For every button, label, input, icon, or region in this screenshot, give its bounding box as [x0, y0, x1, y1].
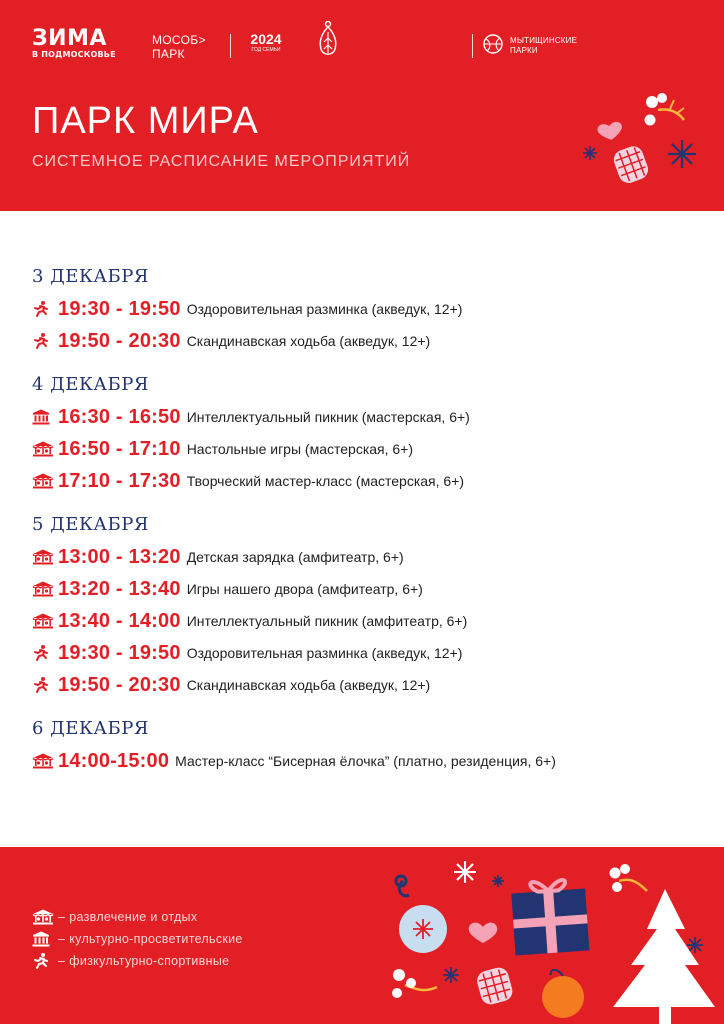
event-description: Скандинавская ходьба (акведук, 12+) — [186, 677, 431, 693]
year-of-family-logo — [240, 31, 292, 54]
day-date-heading: 5 ДЕКАБРЯ — [32, 514, 149, 535]
footer-decoration — [385, 847, 724, 1024]
running-person-icon — [32, 298, 58, 320]
mytishchi-parks-logo — [482, 33, 578, 60]
schedule — [32, 265, 712, 793]
event-description: Оздоровительная разминка (акведук, 12+) — [186, 645, 463, 661]
event-row — [32, 605, 712, 637]
year-of-family-text: ГОД СЕМЬИ — [251, 47, 281, 53]
berry-branch-icon — [610, 864, 648, 892]
running-person-icon — [32, 952, 58, 970]
snowflake-icon — [443, 967, 459, 983]
event-description: Мастер-класс “Бисерная ёлочка” (платно, резиденция, 6+) — [175, 753, 556, 769]
event-description: Настольные игры (мастерская, 6+) — [186, 441, 414, 457]
event-time: 19:30 - 19:50 — [58, 641, 181, 664]
carousel-icon — [32, 438, 58, 460]
legend-dash: – — [58, 910, 66, 924]
event-description: Творческий мастер-класс (мастерская, 6+) — [186, 473, 465, 489]
event-time: 13:00 - 13:20 — [58, 545, 181, 568]
gift-box-icon — [511, 878, 590, 955]
event-row — [32, 433, 712, 465]
museum-columns-icon — [32, 931, 58, 947]
event-description: Детская зарядка (амфитеатр, 6+) — [186, 549, 404, 565]
event-description: Игры нашего двора (амфитеатр, 6+) — [186, 581, 423, 597]
snowflake-icon — [668, 140, 696, 168]
event-time: 19:30 - 19:50 — [58, 297, 181, 320]
schedule-day — [32, 265, 712, 357]
mosoblpark-logo — [152, 33, 206, 61]
heart-icon — [469, 923, 498, 943]
schedule-day — [32, 373, 712, 497]
snowflake-icon — [454, 861, 476, 883]
footer-banner — [0, 847, 724, 1024]
winter-decoration — [580, 90, 720, 200]
mosoblpark-logo-line1: МОСОБ> — [152, 33, 206, 47]
event-time: 19:50 - 20:30 — [58, 673, 181, 696]
carousel-icon — [32, 470, 58, 492]
mitten-icon — [611, 144, 651, 186]
carousel-icon — [32, 578, 58, 600]
christmas-ornament-icon — [316, 20, 340, 60]
christmas-tree-icon — [613, 889, 715, 1024]
event-row — [32, 573, 712, 605]
berry-branch-icon — [645, 93, 685, 126]
year-of-family-year: 2024 — [250, 31, 282, 47]
museum-columns-icon — [32, 406, 58, 428]
day-date-heading: 4 ДЕКАБРЯ — [32, 374, 149, 395]
event-row — [32, 401, 712, 433]
mitten-icon — [475, 965, 515, 1006]
legend-item — [32, 950, 243, 972]
heart-icon — [597, 121, 624, 142]
event-description: Интеллектуальный пикник (мастерская, 6+) — [186, 409, 470, 425]
carousel-icon — [32, 610, 58, 632]
page-title: ПАРК МИРА — [32, 100, 259, 142]
event-description: Интеллектуальный пикник (амфитеатр, 6+) — [186, 613, 468, 629]
day-date-heading: 3 ДЕКАБРЯ — [32, 266, 149, 287]
event-description: Оздоровительная разминка (акведук, 12+) — [186, 301, 463, 317]
event-row — [32, 465, 712, 497]
logo-divider — [472, 34, 473, 58]
snowflake-icon — [492, 875, 504, 887]
event-row — [32, 293, 712, 325]
carousel-icon — [32, 546, 58, 568]
zima-logo — [32, 28, 116, 60]
day-date-heading: 6 ДЕКАБРЯ — [32, 718, 149, 739]
zima-logo-text: ЗИМА — [32, 26, 107, 51]
event-row — [32, 745, 712, 777]
legend-dash: – — [58, 932, 66, 946]
schedule-day — [32, 717, 712, 777]
running-person-icon — [32, 642, 58, 664]
carousel-icon — [32, 750, 58, 772]
event-row — [32, 541, 712, 573]
carousel-icon — [32, 909, 58, 925]
mytishchi-parks-line1: МЫТИЩИНСКИЕ — [510, 36, 578, 45]
page-subtitle: СИСТЕМНОЕ РАСПИСАНИЕ МЕРОПРИЯТИЙ — [32, 153, 411, 170]
legend-label: развлечение и отдых — [69, 910, 198, 924]
mytishchi-parks-line2: ПАРКИ — [510, 46, 538, 55]
event-row — [32, 325, 712, 357]
event-description: Скандинавская ходьба (акведук, 12+) — [186, 333, 431, 349]
event-time: 13:20 - 13:40 — [58, 577, 181, 600]
small-snowflake-icon — [583, 146, 597, 160]
event-time: 16:30 - 16:50 — [58, 405, 181, 428]
legend-item — [32, 906, 243, 928]
snowflake-icon — [687, 937, 703, 953]
legend — [32, 906, 243, 972]
mosoblpark-logo-line2: ПАРК — [152, 47, 185, 61]
ball-icon — [482, 33, 504, 55]
event-time: 16:50 - 17:10 — [58, 437, 181, 460]
legend-label: физкультурно-спортивные — [69, 954, 230, 968]
zima-logo-subtext: В ПОДМОСКОВЬЕ — [32, 50, 116, 59]
event-time: 19:50 - 20:30 — [58, 329, 181, 352]
tangerine-icon — [542, 970, 584, 1018]
logo-divider — [230, 34, 231, 58]
schedule-day — [32, 513, 712, 701]
event-row — [32, 637, 712, 669]
event-time: 14:00-15:00 — [58, 749, 170, 772]
legend-label: культурно-просветительские — [69, 932, 243, 946]
mytishchi-parks-text — [510, 36, 577, 56]
berry-branch-icon — [392, 969, 437, 998]
event-row — [32, 669, 712, 701]
event-time: 13:40 - 14:00 — [58, 609, 181, 632]
bauble-icon — [396, 876, 447, 953]
legend-item — [32, 928, 243, 950]
header-banner — [0, 0, 724, 211]
event-time: 17:10 - 17:30 — [58, 469, 181, 492]
running-person-icon — [32, 674, 58, 696]
running-person-icon — [32, 330, 58, 352]
legend-dash: – — [58, 954, 66, 968]
